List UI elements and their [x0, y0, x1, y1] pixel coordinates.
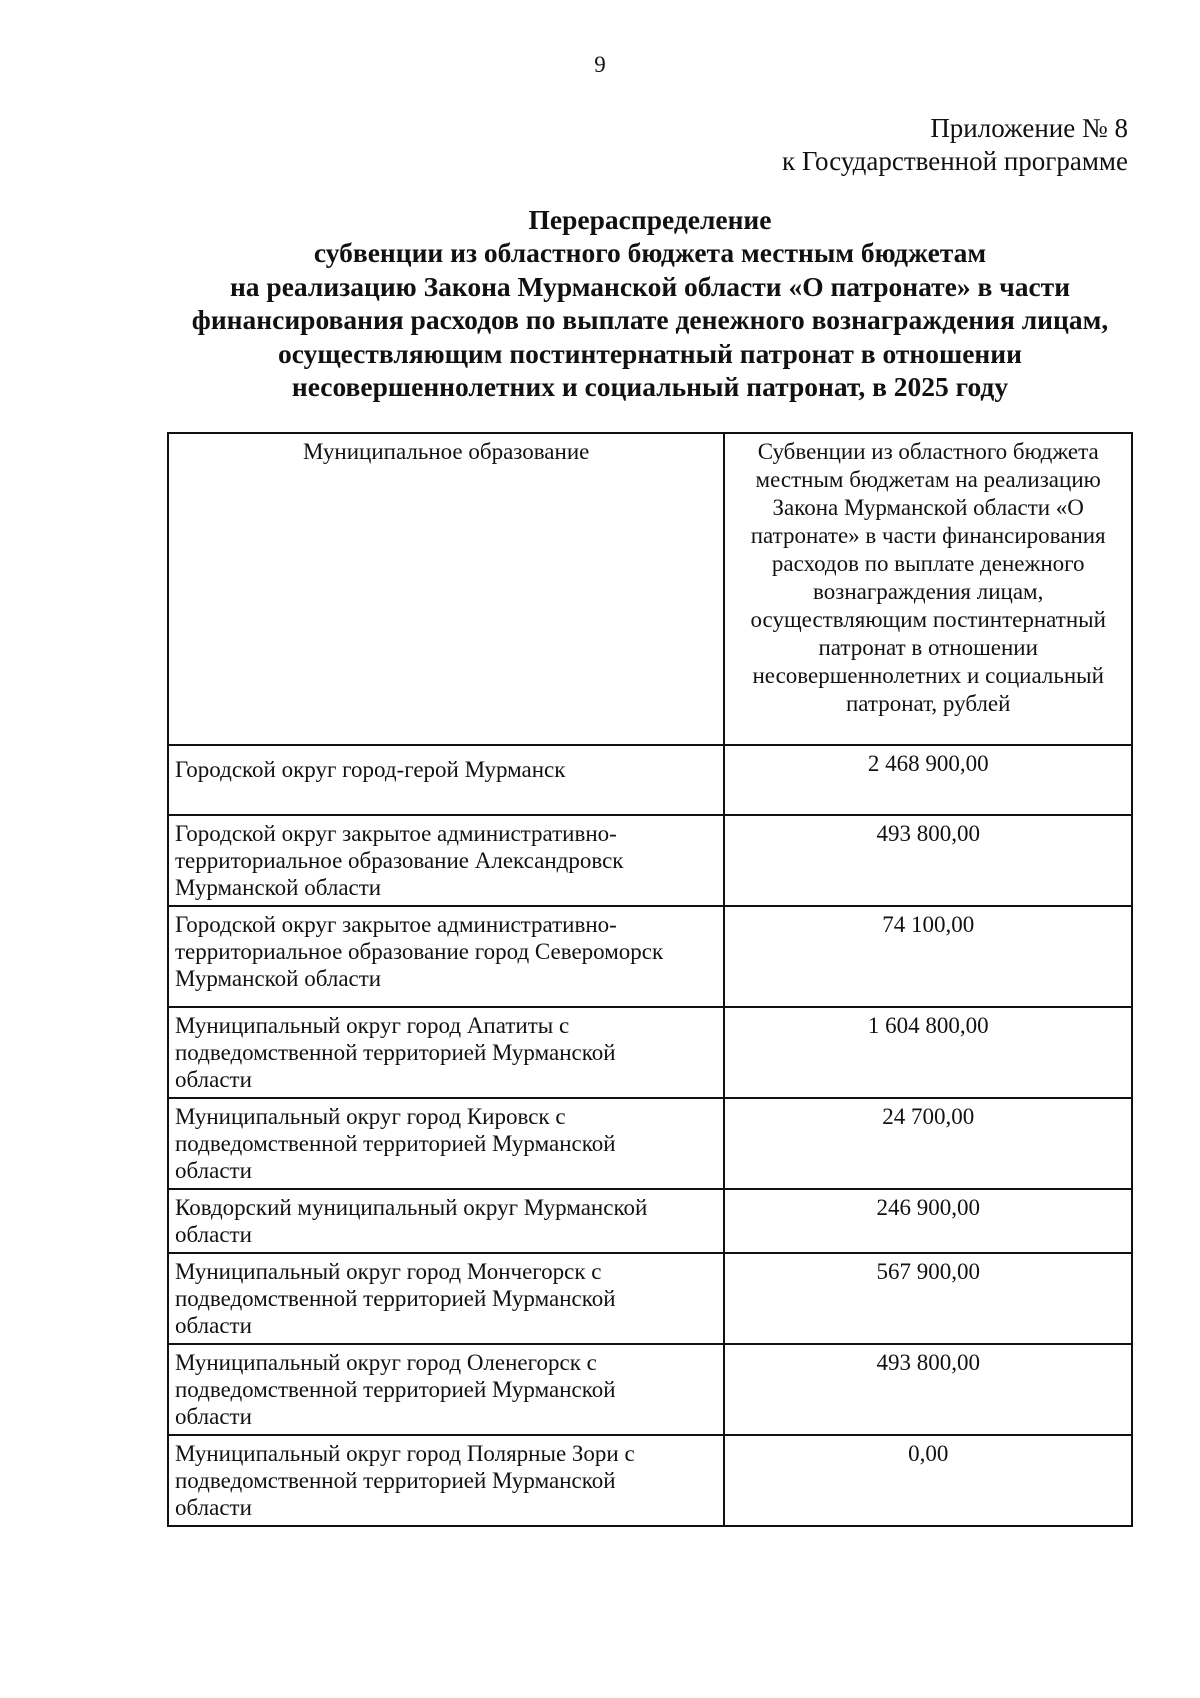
table-row — [168, 1189, 1132, 1253]
municipality-cell — [168, 1098, 724, 1189]
municipality-cell — [168, 1344, 724, 1435]
table-row — [168, 1098, 1132, 1189]
municipality-line: области — [175, 1495, 252, 1520]
municipality-line: подведомственной территорией Мурманской — [175, 1131, 616, 1156]
title-line: на реализацию Закона Мурманской области «О патронате» в части — [229, 270, 1071, 302]
appendix-number: Приложение № 8 — [930, 113, 1128, 143]
header-amount — [724, 433, 1132, 745]
table-row — [168, 1253, 1132, 1344]
amount-cell: 24 700,00 — [724, 1098, 1132, 1189]
table-row — [168, 745, 1132, 815]
header-amount-line: Закона Мурманской области «О — [772, 495, 1084, 520]
header-municipality: Муниципальное образование — [168, 433, 724, 745]
municipality-cell — [168, 1253, 724, 1344]
amount-cell: 567 900,00 — [724, 1253, 1132, 1344]
amount-cell: 74 100,00 — [724, 906, 1132, 1007]
subvention-table — [167, 432, 1133, 1527]
municipality-line: Городской округ город-герой Мурманск — [175, 757, 566, 782]
municipality-line: подведомственной территорией Мурманской — [175, 1040, 616, 1065]
table-row — [168, 815, 1132, 906]
table-row — [168, 1007, 1132, 1098]
municipality-line: области — [175, 1313, 252, 1338]
appendix-program: к Государственной программе — [781, 146, 1128, 176]
municipality-line: области — [175, 1067, 252, 1092]
page-number: 9 — [594, 52, 606, 77]
municipality-line: Ковдорский муниципальный округ Мурманской — [175, 1195, 648, 1220]
header-amount-line: патронат в отношении — [818, 635, 1038, 660]
amount-cell: 2 468 900,00 — [724, 745, 1132, 815]
municipality-cell — [168, 906, 724, 1007]
municipality-line: Городской округ закрытое административно- — [175, 912, 617, 937]
table-row — [168, 906, 1132, 1007]
title-line: финансирования расходов по выплате денежного вознаграждения лицам, — [191, 304, 1109, 336]
title-line: несовершеннолетних и социальный патронат, в 2025 году — [291, 371, 1009, 403]
municipality-line: Муниципальный округ город Оленегорск с — [175, 1350, 597, 1375]
municipality-cell — [168, 1435, 724, 1526]
header-amount-line: расходов по выплате денежного — [771, 551, 1085, 576]
header-amount-line: патронат, рублей — [845, 691, 1011, 716]
municipality-cell — [168, 1189, 724, 1253]
municipality-line: Городской округ закрытое административно- — [175, 821, 617, 846]
municipality-cell — [168, 1007, 724, 1098]
municipality-line: области — [175, 1158, 252, 1183]
municipality-line: области — [175, 1404, 252, 1429]
municipality-line: территориальное образование город Североморск — [175, 939, 664, 964]
appendix-reference — [782, 112, 1128, 178]
municipality-line: Муниципальный округ город Кировск с — [175, 1104, 566, 1129]
municipality-line: Мурманской области — [175, 966, 382, 991]
amount-cell: 1 604 800,00 — [724, 1007, 1132, 1098]
municipality-line: подведомственной территорией Мурманской — [175, 1286, 616, 1311]
municipality-line: Муниципальный округ город Мончегорск с — [175, 1259, 602, 1284]
document-title — [150, 203, 1150, 403]
header-amount-line: осуществляющим постинтернатный — [750, 607, 1106, 632]
municipality-cell — [168, 815, 724, 906]
municipality-line: Мурманской области — [175, 875, 382, 900]
amount-cell: 0,00 — [724, 1435, 1132, 1526]
header-amount-line: местным бюджетам на реализацию — [755, 467, 1101, 492]
municipality-line: Муниципальный округ город Апатиты с — [175, 1013, 570, 1038]
header-amount-line: Субвенции из областного бюджета — [757, 439, 1099, 464]
title-line: Перераспределение — [528, 204, 772, 235]
municipality-line: территориальное образование Александровск — [175, 848, 624, 873]
table-row — [168, 1344, 1132, 1435]
municipality-line: подведомственной территорией Мурманской — [175, 1468, 616, 1493]
title-line: осуществляющим постинтернатный патронат в отношении — [278, 337, 1022, 369]
table-row — [168, 1435, 1132, 1526]
municipality-cell — [168, 745, 724, 815]
amount-cell: 493 800,00 — [724, 1344, 1132, 1435]
amount-cell: 246 900,00 — [724, 1189, 1132, 1253]
header-amount-line: патронате» в части финансирования — [750, 523, 1106, 548]
title-line: субвенции из областного бюджета местным бюджетам — [313, 237, 987, 269]
header-amount-line: вознаграждения лицам, — [813, 579, 1044, 604]
municipality-line: Муниципальный округ город Полярные Зори с — [175, 1441, 635, 1466]
header-amount-line: несовершеннолетних и социальный — [752, 663, 1104, 688]
amount-cell: 493 800,00 — [724, 815, 1132, 906]
municipality-line: области — [175, 1222, 252, 1247]
municipality-line: подведомственной территорией Мурманской — [175, 1377, 616, 1402]
table-header-row — [168, 433, 1132, 745]
